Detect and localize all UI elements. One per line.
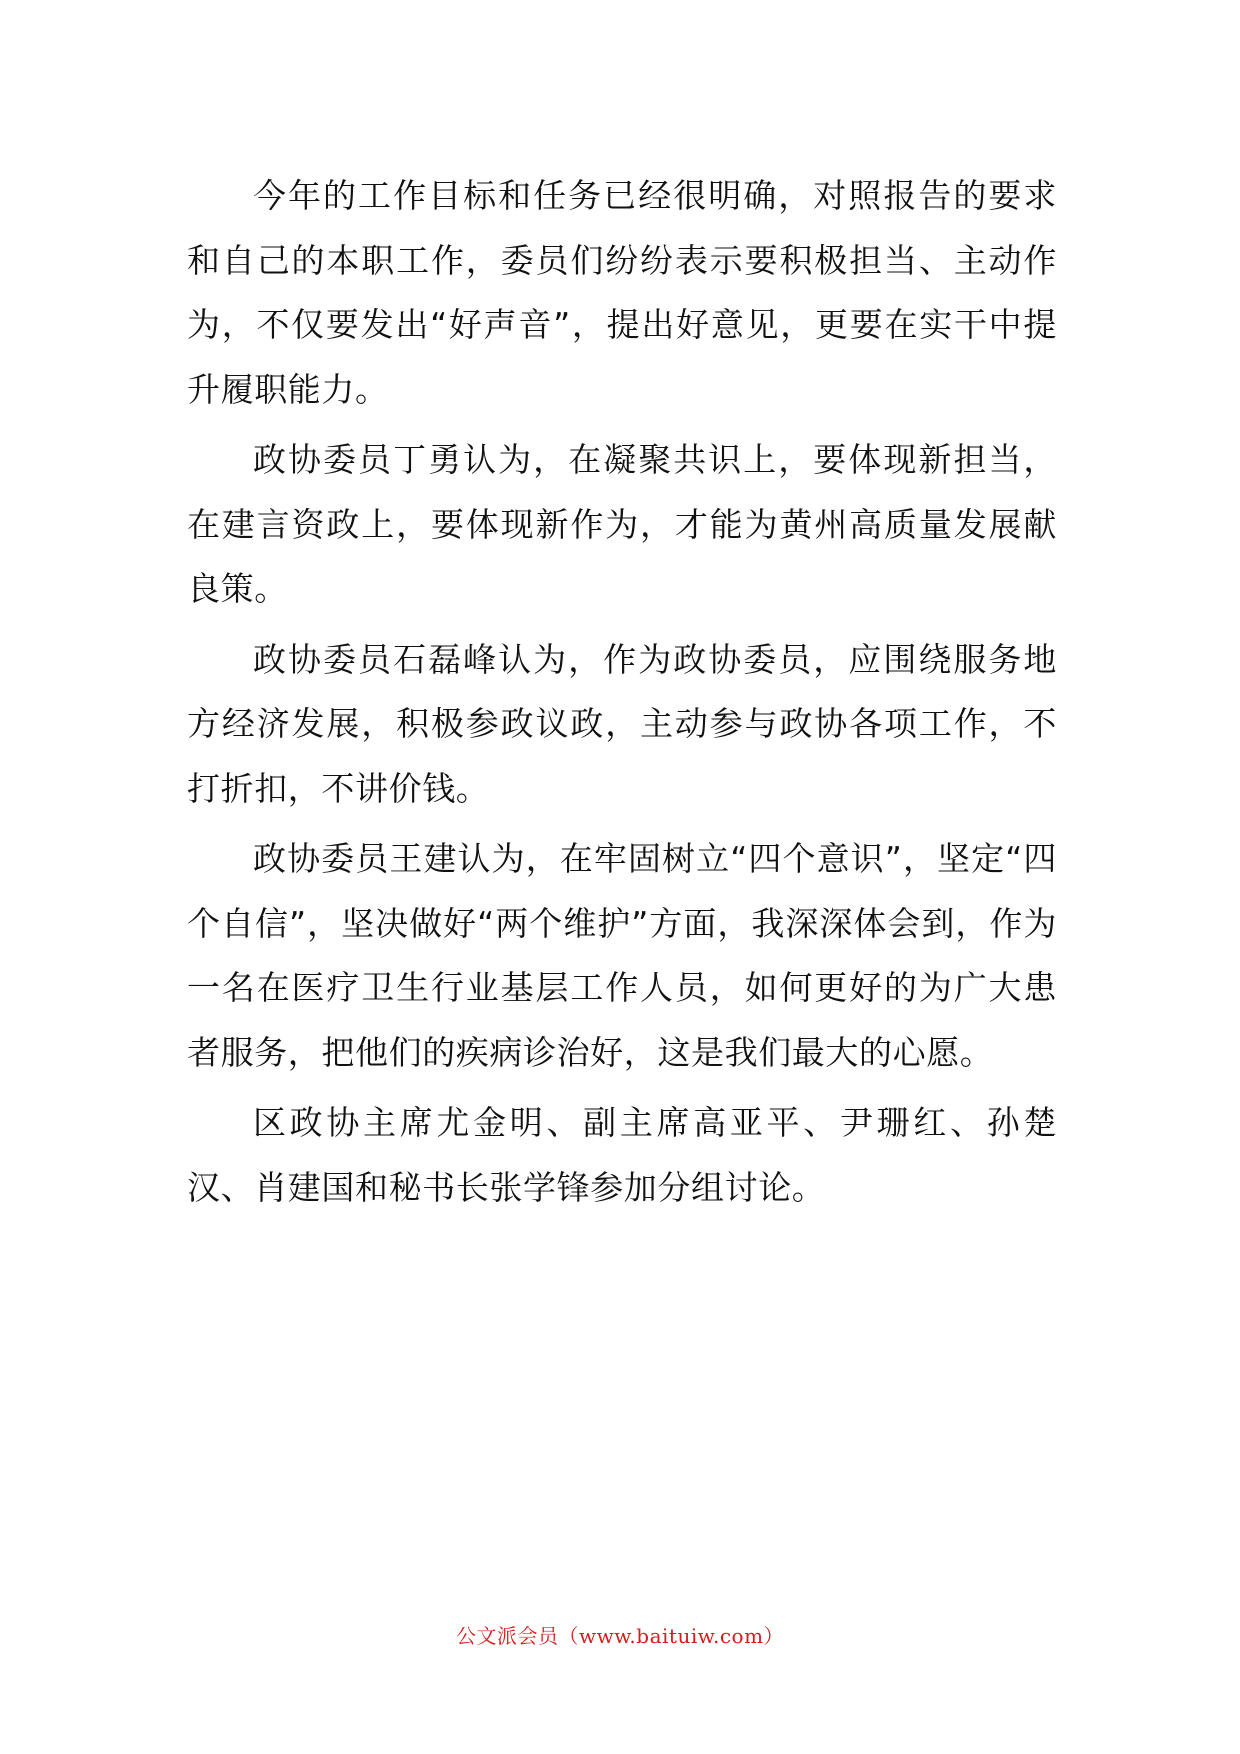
- paragraph-4: 政协委员王建认为，在牢固树立“四个意识”，坚定“四个自信”，坚决做好“两个维护”方面，我深深体会到，作为一名在医疗卫生行业基层工作人员，如何更好的为广大患者服务，把他们的疾病诊治好，这是我们最大的心愿。: [187, 839, 1057, 1072]
- paragraph-5: 区政协主席尤金明、副主席高亚平、尹珊红、孙楚汉、肖建国和秘书长张学锋参加分组讨论。: [187, 1103, 1057, 1207]
- footer-watermark: 公文派会员（www.baituiw.com）: [455, 1624, 785, 1648]
- paragraph-2: 政协委员丁勇认为，在凝聚共识上，要体现新担当，在建言资政上，要体现新作为，才能为黄州高质量发展献良策。: [187, 440, 1057, 608]
- paragraph-3: 政协委员石磊峰认为，作为政协委员，应围绕服务地方经济发展，积极参政议政，主动参与政协各项工作，不打折扣，不讲价钱。: [187, 639, 1057, 808]
- paragraph-1: 今年的工作目标和任务已经很明确，对照报告的要求和自己的本职工作，委员们纷纷表示要积极担当、主动作为，不仅要发出“好声音”，提出好意见，更要在实干中提升履职能力。: [187, 176, 1057, 409]
- document-body: [187, 164, 1057, 1226]
